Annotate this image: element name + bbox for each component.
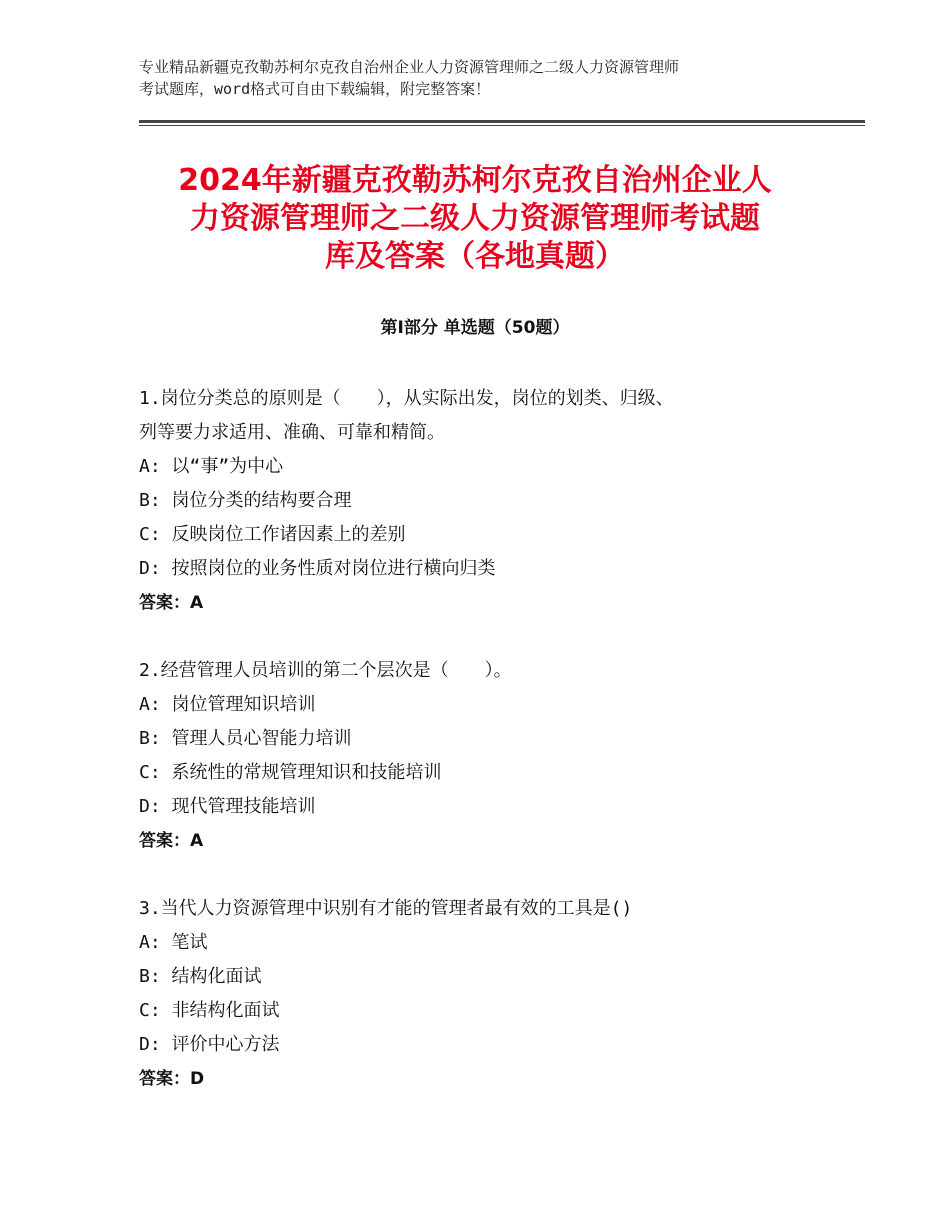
question-3 — [139, 892, 839, 1096]
option-d: D: 评价中心方法 — [139, 1034, 280, 1055]
document-title-line-1: 2024年新疆克孜勒苏柯尔克孜自治州企业人 — [178, 163, 772, 198]
answer-line: 答案：D — [139, 1069, 205, 1089]
header-divider-thin — [139, 125, 865, 126]
option-c: C: 反映岗位工作诸因素上的差别 — [139, 524, 406, 545]
question-stem: 3.当代人力资源管理中识别有才能的管理者最有效的工具是() — [139, 898, 633, 919]
document-title — [120, 162, 830, 276]
question-stem-continued: 列等要力求适用、准确、可靠和精简。 — [139, 422, 445, 443]
option-c: C: 系统性的常规管理知识和技能培训 — [139, 762, 442, 783]
option-c: C: 非结构化面试 — [139, 1000, 280, 1021]
option-b: B: 结构化面试 — [139, 966, 262, 987]
header-note-line-2: 考试题库，word格式可自由下载编辑，附完整答案！ — [139, 80, 491, 98]
option-d: D: 现代管理技能培训 — [139, 796, 316, 817]
header-note — [139, 56, 839, 100]
question-stem: 1.岗位分类总的原则是（ ），从实际出发，岗位的划类、归级、 — [139, 388, 674, 409]
header-divider-thick — [139, 120, 865, 123]
header-note-line-1: 专业精品新疆克孜勒苏柯尔克孜自治州企业人力资源管理师之二级人力资源管理师 — [139, 58, 680, 76]
document-title-line-2: 力资源管理师之二级人力资源管理师考试题 — [190, 201, 760, 236]
question-list — [139, 382, 839, 1130]
document-title-line-3: 库及答案（各地真题） — [325, 239, 625, 274]
option-b: B: 管理人员心智能力培训 — [139, 728, 352, 749]
question-1 — [139, 382, 839, 620]
option-a: A: 笔试 — [139, 932, 208, 953]
option-b: B: 岗位分类的结构要合理 — [139, 490, 352, 511]
section-heading: 第Ⅰ部分 单选题（50题） — [380, 318, 570, 338]
option-a: A: 以“事”为中心 — [139, 456, 284, 477]
answer-line: 答案：A — [139, 593, 204, 613]
answer-line: 答案：A — [139, 831, 204, 851]
option-a: A: 岗位管理知识培训 — [139, 694, 316, 715]
question-2 — [139, 654, 839, 858]
option-d: D: 按照岗位的业务性质对岗位进行横向归类 — [139, 558, 496, 579]
question-stem: 2.经营管理人员培训的第二个层次是（ ）。 — [139, 660, 512, 681]
